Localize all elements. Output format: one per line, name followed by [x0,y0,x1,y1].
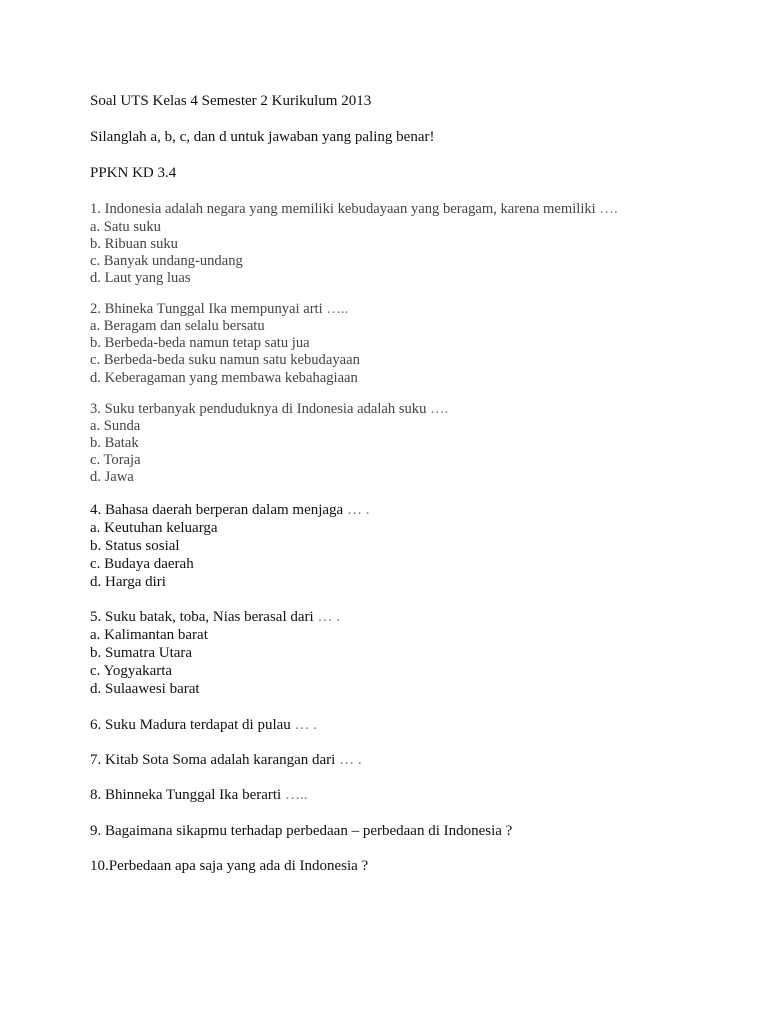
question-3 [90,400,448,418]
question-7-blank: … . [335,752,362,768]
question-1-text: 1. Indonesia adalah negara yang memiliki kebudayaan yang beragam, karena memiliki [90,201,596,217]
question-1-blank: …. [595,201,618,217]
question-7-text: 7. Kitab Sota Soma adalah karangan dari [90,752,336,768]
question-2 [90,300,348,318]
question-10: 10.Perbedaan apa saja yang ada di Indonesia ? [90,858,369,874]
question-5 [90,608,340,626]
question-8 [90,786,307,804]
question-2-text: 2. Bhineka Tunggal Ika mempunyai arti [90,301,323,317]
question-6-blank: … . [290,717,318,733]
question-5-option-b: b. Sumatra Utara [90,645,193,661]
question-2-blank: ….. [322,301,349,317]
question-3-option-d: d. Jawa [90,469,134,485]
question-9: 9. Bagaimana sikapmu terhadap perbedaan – perbedaan di Indonesia ? [90,823,513,839]
question-4-option-a: a. Keutuhan keluarga [90,520,218,536]
section-heading: PPKN KD 3.4 [90,165,177,181]
question-4-blank: … . [343,502,370,518]
question-8-blank: ….. [281,787,308,803]
question-7 [90,751,362,769]
question-6-text: 6. Suku Madura terdapat di pulau [90,717,291,733]
question-2-option-a: a. Beragam dan selalu bersatu [90,318,265,334]
question-2-option-d: d. Keberagaman yang membawa kebahagiaan [90,370,358,386]
document-title: Soal UTS Kelas 4 Semester 2 Kurikulum 2013 [90,93,372,109]
question-8-text: 8. Bhinneka Tunggal Ika berarti [90,787,282,803]
question-3-text: 3. Suku terbanyak penduduknya di Indonesia adalah suku [90,401,427,417]
question-4-text: 4. Bahasa daerah berperan dalam menjaga [90,502,344,518]
question-1-option-c: c. Banyak undang-undang [90,253,243,269]
question-1-option-a: a. Satu suku [90,219,161,235]
instruction-text: Silanglah a, b, c, dan d untuk jawaban yang paling benar! [90,129,435,145]
question-3-option-b: b. Batak [90,435,139,451]
question-4 [90,501,369,519]
question-5-blank: … . [313,609,340,625]
question-3-blank: …. [426,401,449,417]
question-3-option-c: c. Toraja [90,452,141,468]
question-5-option-d: d. Sulaawesi barat [90,681,200,697]
question-6 [90,716,317,734]
question-2-option-b: b. Berbeda-beda namun tetap satu jua [90,335,310,351]
question-4-option-b: b. Status sosial [90,538,180,554]
question-1-option-b: b. Ribuan suku [90,236,178,252]
question-2-option-c: c. Berbeda-beda suku namun satu kebudayaan [90,352,360,368]
question-4-option-d: d. Harga diri [90,574,166,590]
question-5-text: 5. Suku batak, toba, Nias berasal dari [90,609,314,625]
question-1-option-d: d. Laut yang luas [90,270,191,286]
question-1 [90,200,618,218]
question-4-option-c: c. Budaya daerah [90,556,194,572]
question-5-option-a: a. Kalimantan barat [90,627,208,643]
question-5-option-c: c. Yogyakarta [90,663,173,679]
question-3-option-a: a. Sunda [90,418,141,434]
